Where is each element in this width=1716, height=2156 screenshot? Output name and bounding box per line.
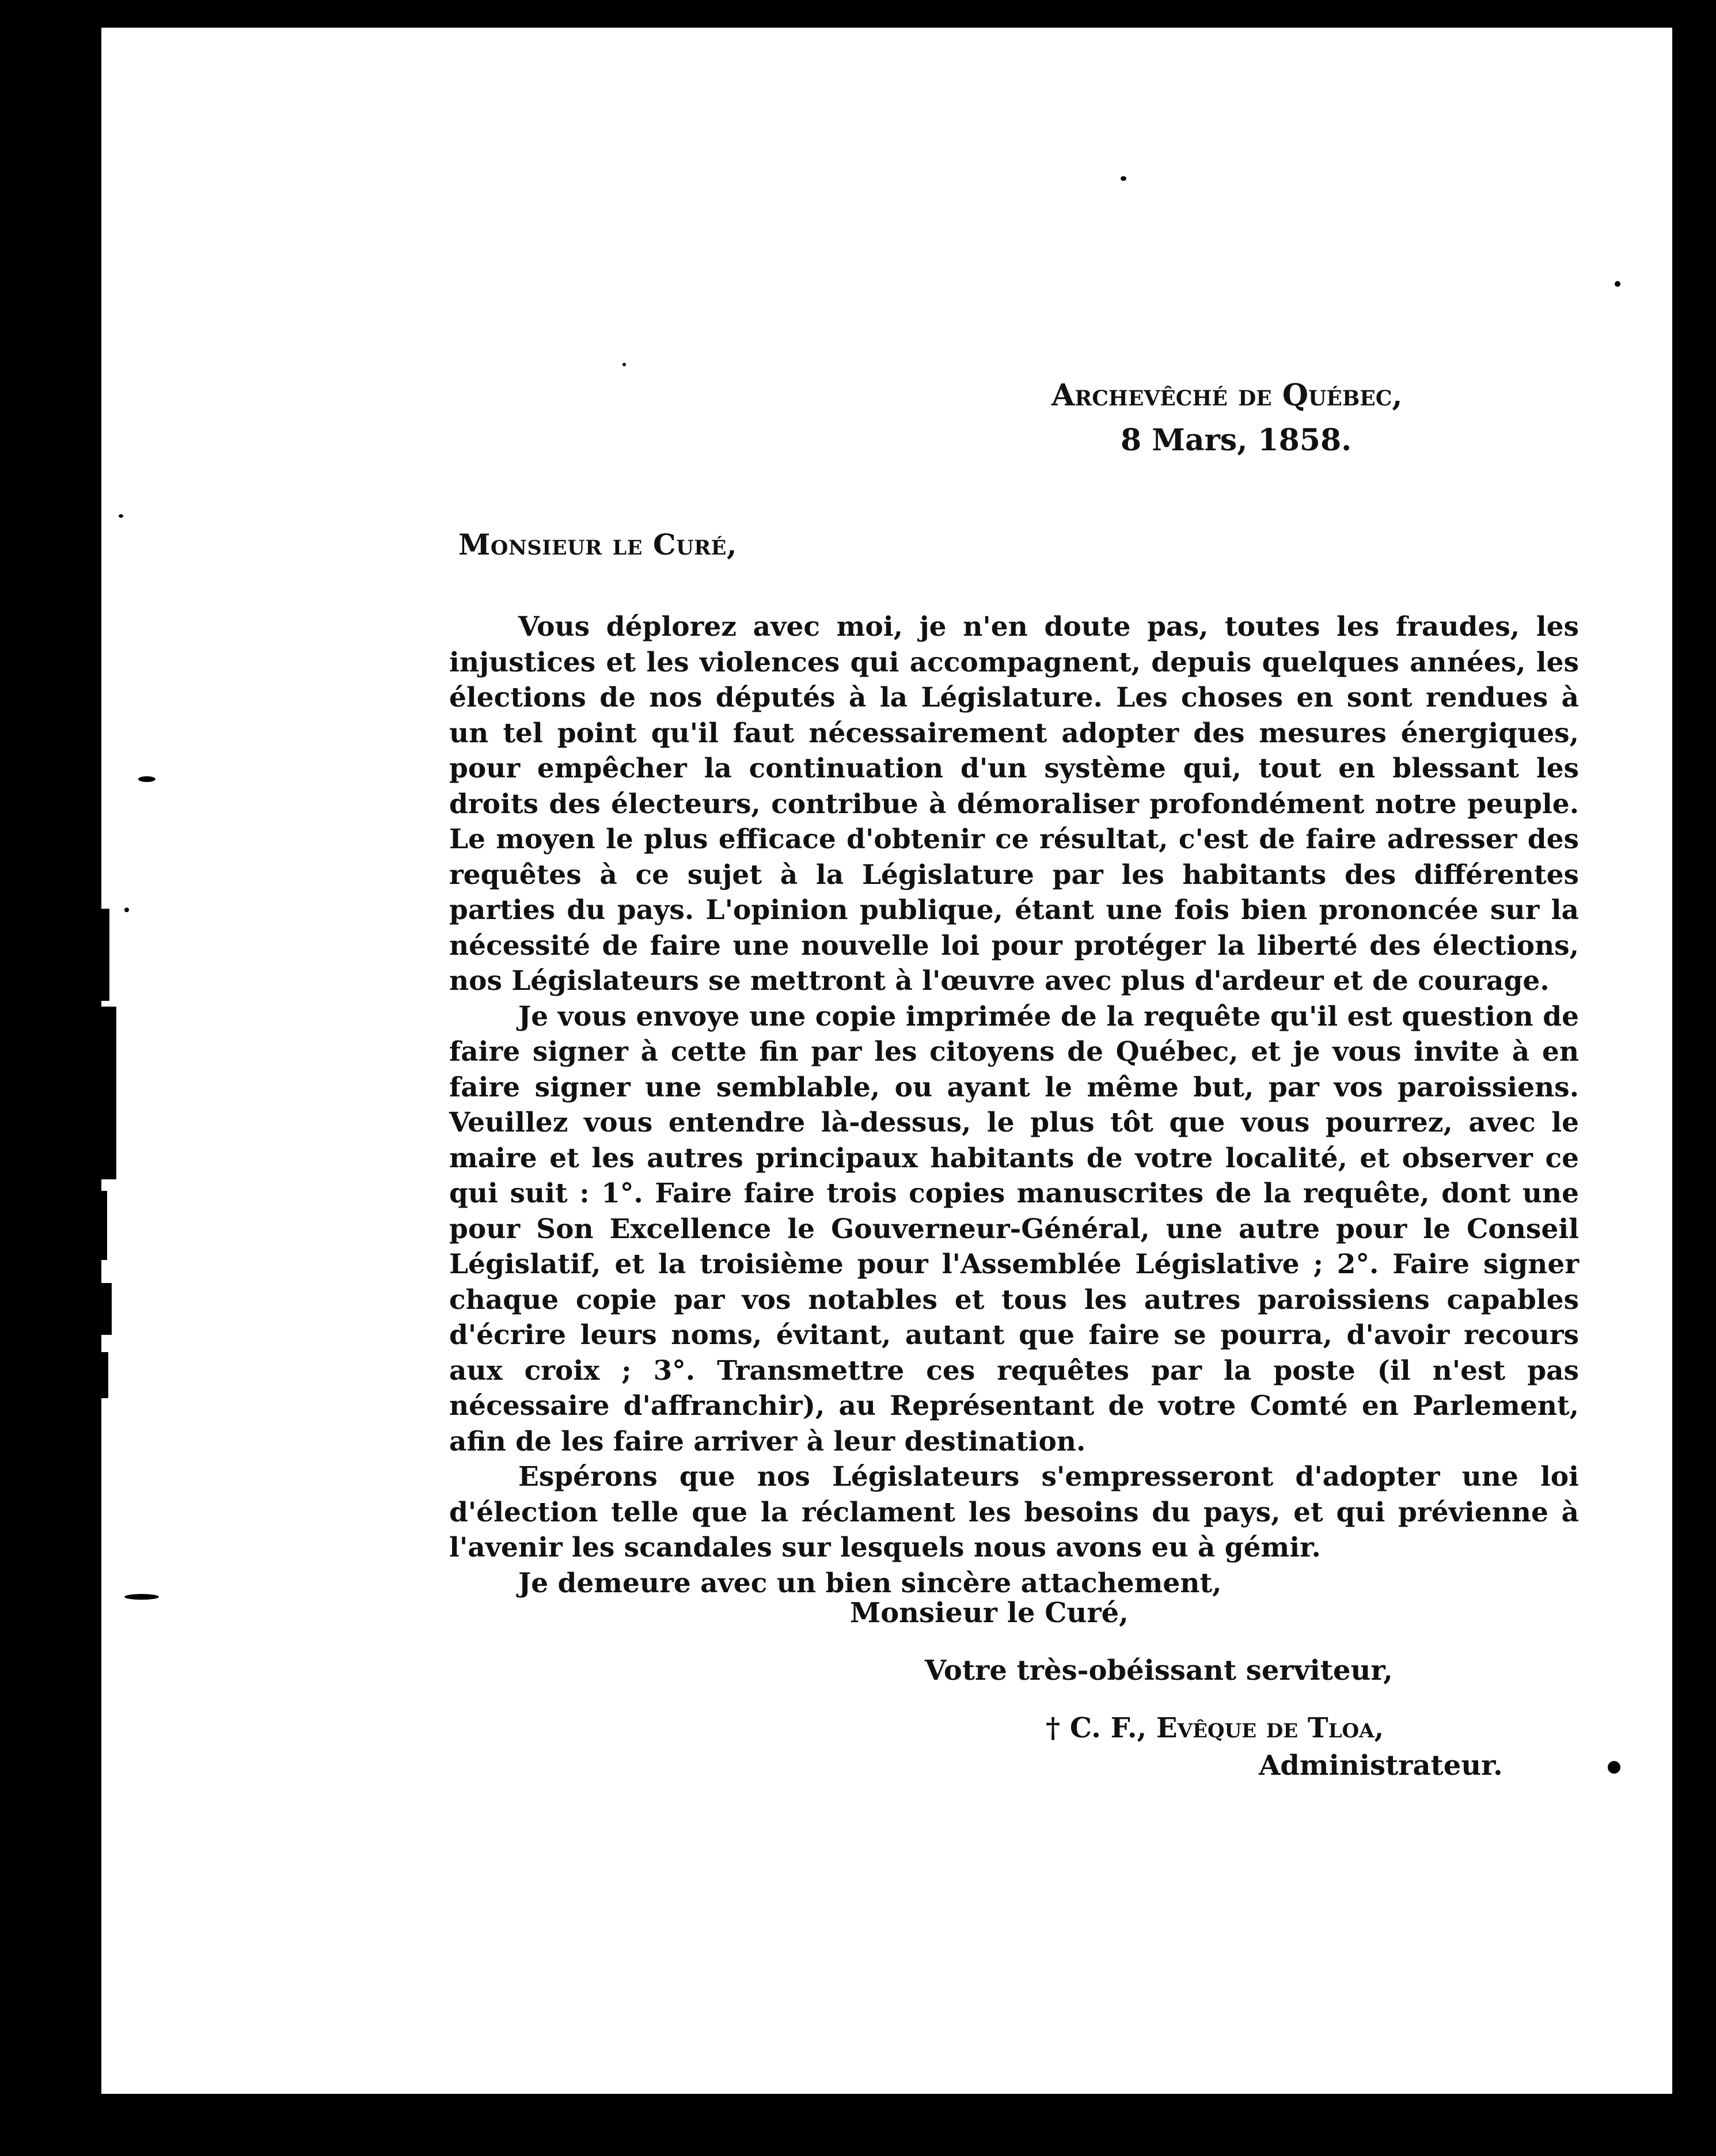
torn-edge (101, 1191, 107, 1260)
dateline-date: 8 Mars, 1858. (1121, 423, 1352, 458)
torn-edge (101, 909, 109, 1001)
scan-speck (1608, 1761, 1620, 1774)
scan-speck (1121, 176, 1126, 181)
scan-speck (138, 776, 155, 782)
closing-valediction: Votre très-obéissant serviteur, (925, 1654, 1393, 1687)
paragraph-3: Espérons que nos Législateurs s'empresseront d'adopter une loi d'élection telle que la réclament les besoins du pays, et qui prévienne à l'avenir les scandales sur lesquels nous avons eu à gémir. (449, 1461, 1579, 1563)
closing-address: Monsieur le Curé, (850, 1597, 1129, 1629)
dateline (1051, 373, 1489, 463)
paragraph-2: Je vous envoye une copie imprimée de la requête qu'il est question de faire signer à cette fin par les citoyens de Québec, et je vous invite à en faire signer une semblable, ou ayant le même but, par vos paroissiens. Veuillez vous entendre là-dessus, le plus tôt que vous pourrez, avec le maire et les autres principaux habitants de votre localité, et observer ce qui suit : 1°. Faire faire trois copies manuscrites de la requête, dont une pour Son Excellence le Gouverneur-Général, une autre pour le Conseil Législatif, et la troisième pour l'Assemblée Législative ; 2°. Faire signer chaque copie par vos notables et tous les autres paroissiens capables d'écrire leurs noms, évitant, autant que faire se pourra, d'avoir recours aux croix ; 3°. Transmettre ces requêtes par la poste (il n'est pas nécessaire d'affranchir), au Représentant de votre Comté en Parlement, afin de les faire arriver à leur destination. (449, 1000, 1579, 1457)
letter-page (101, 28, 1672, 2094)
scan-speck (124, 1594, 159, 1600)
signature-title: Administrateur. (1259, 1749, 1503, 1782)
torn-edge (101, 1283, 112, 1335)
torn-edge (101, 1007, 116, 1179)
scan-speck (124, 908, 129, 912)
scan-speck (119, 514, 123, 518)
letter-body (449, 609, 1579, 1601)
paragraph-1: Vous déplorez avec moi, je n'en doute pas, toutes les fraudes, les injustices et les violences qui accompagnent, depuis quelques années, les élections de nos députés à la Législature. Les choses en sont rendues à un tel point qu'il faut nécessairement adopter des mesures énergiques, pour empêcher la continuation d'un système qui, tout en blessant les droits des électeurs, contribue à démoraliser profondément notre peuple. Le moyen le plus efficace d'obtenir ce résultat, c'est de faire adresser des requêtes à ce sujet à la Législature par les habitants des différentes parties du pays. L'opinion publique, étant une fois bien prononcée sur la nécessité de faire une nouvelle loi pour protéger la liberté des élections, nos Législateurs se mettront à l'œuvre avec plus d'ardeur et de courage. (449, 611, 1579, 997)
paragraph-4: Je demeure avec un bien sincère attachement, (518, 1567, 1222, 1599)
salutation: Monsieur le Curé, (458, 527, 737, 561)
dateline-place: Archevêché de Québec, (1051, 378, 1403, 413)
signature: † C. F., Evêque de Tloa, (1046, 1712, 1384, 1744)
scan-speck (1615, 281, 1620, 287)
scan-speck (622, 363, 626, 366)
torn-edge (101, 1352, 108, 1398)
